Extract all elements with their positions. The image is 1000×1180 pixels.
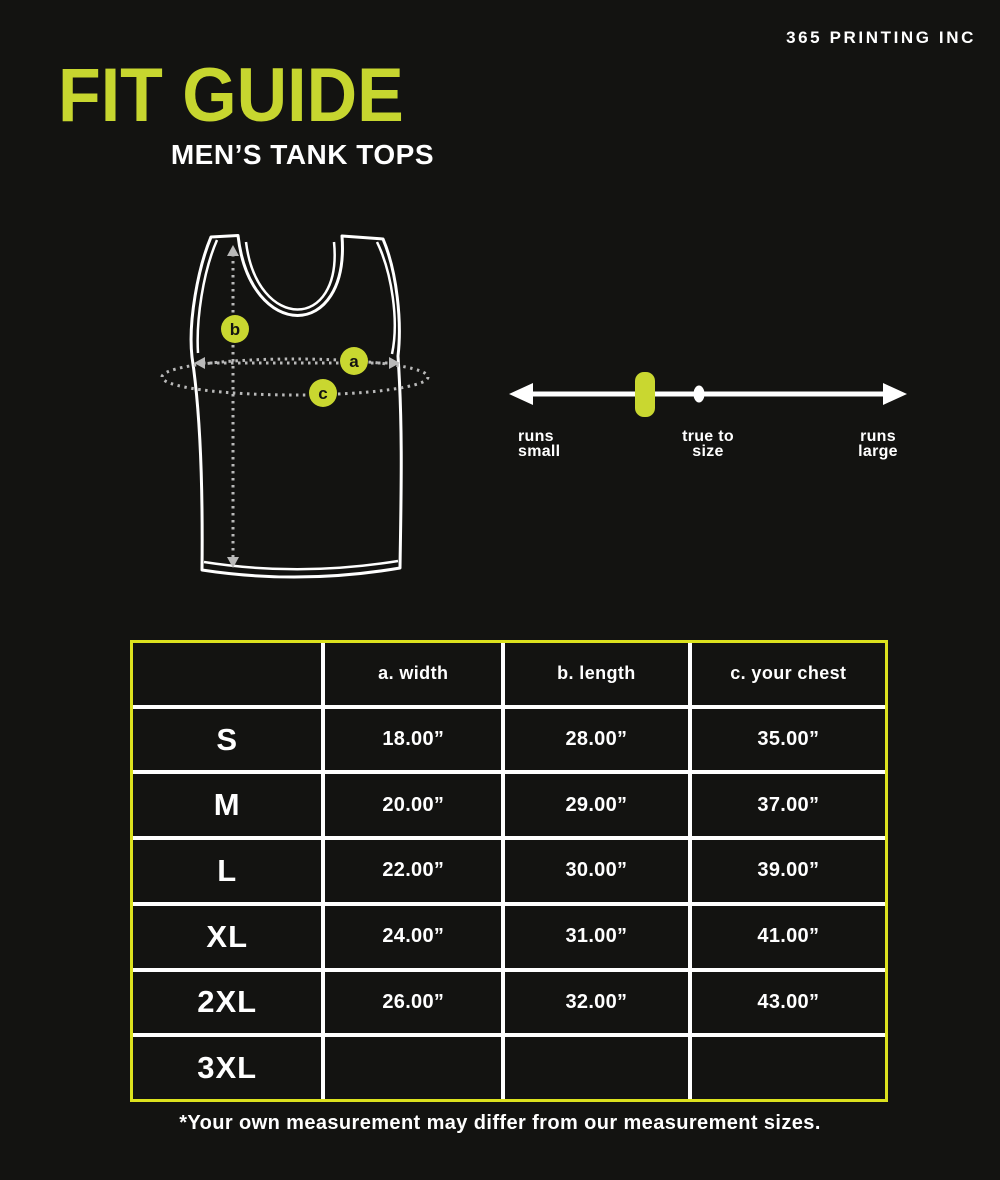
measurement-value: 18.00” (325, 709, 501, 771)
size-label: XL (133, 906, 321, 968)
fit-scale-arrowhead-right (883, 383, 907, 405)
runs-small-line1: runs (518, 428, 554, 445)
size-label: M (133, 774, 321, 836)
measurement-value: 26.00” (325, 972, 501, 1034)
size-label: S (133, 709, 321, 771)
true-to-size-line1: true to (682, 428, 734, 445)
size-label: L (133, 840, 321, 902)
measurement-value: 32.00” (505, 972, 688, 1034)
measurement-value: 39.00” (692, 840, 885, 902)
fit-scale-arrowhead-left (509, 383, 533, 405)
measurement-value: 31.00” (505, 906, 688, 968)
measurement-value: 29.00” (505, 774, 688, 836)
true-to-size-dot (694, 386, 705, 403)
measurement-value: 41.00” (692, 906, 885, 968)
footnote: *Your own measurement may differ from our measurement sizes. (179, 1112, 821, 1134)
marker-c-label: c (318, 384, 328, 403)
brand-name: 365 PRINTING INC (786, 28, 976, 47)
size-label: 2XL (133, 972, 321, 1034)
marker-a-label: a (349, 352, 359, 371)
measurement-value: 20.00” (325, 774, 501, 836)
measurement-value: 43.00” (692, 972, 885, 1034)
table-header-width: a. width (325, 643, 501, 705)
tank-top-diagram (140, 215, 470, 605)
measurement-value: 30.00” (505, 840, 688, 902)
tank-outline (191, 236, 401, 578)
measurement-value: 24.00” (325, 906, 501, 968)
true-to-size-line2: size (692, 443, 724, 460)
fit-indicator-marker (635, 372, 655, 417)
page-subtitle: MEN’S TANK TOPS (170, 139, 434, 170)
page-title: FIT GUIDE (58, 53, 404, 138)
measurement-value: 28.00” (505, 709, 688, 771)
measurement-value (692, 1037, 885, 1099)
measurement-value (325, 1037, 501, 1099)
size-label: 3XL (133, 1037, 321, 1099)
runs-small-line2: small (518, 443, 561, 460)
fit-scale-label-runs-small (518, 429, 560, 459)
fit-scale-label-runs-large (818, 429, 938, 459)
table-header-size (133, 643, 321, 705)
size-table (130, 640, 888, 1102)
table-header-chest: c. your chest (692, 643, 885, 705)
marker-b-label: b (229, 320, 241, 339)
measurement-value: 35.00” (692, 709, 885, 771)
measurement-value: 22.00” (325, 840, 501, 902)
fit-scale-label-true-to-size (648, 429, 768, 459)
measurement-value: 37.00” (692, 774, 885, 836)
runs-large-line2: large (858, 443, 898, 460)
measurement-value (505, 1037, 688, 1099)
fit-scale (500, 360, 920, 422)
runs-large-line1: runs (860, 428, 896, 445)
table-header-length: b. length (505, 643, 688, 705)
